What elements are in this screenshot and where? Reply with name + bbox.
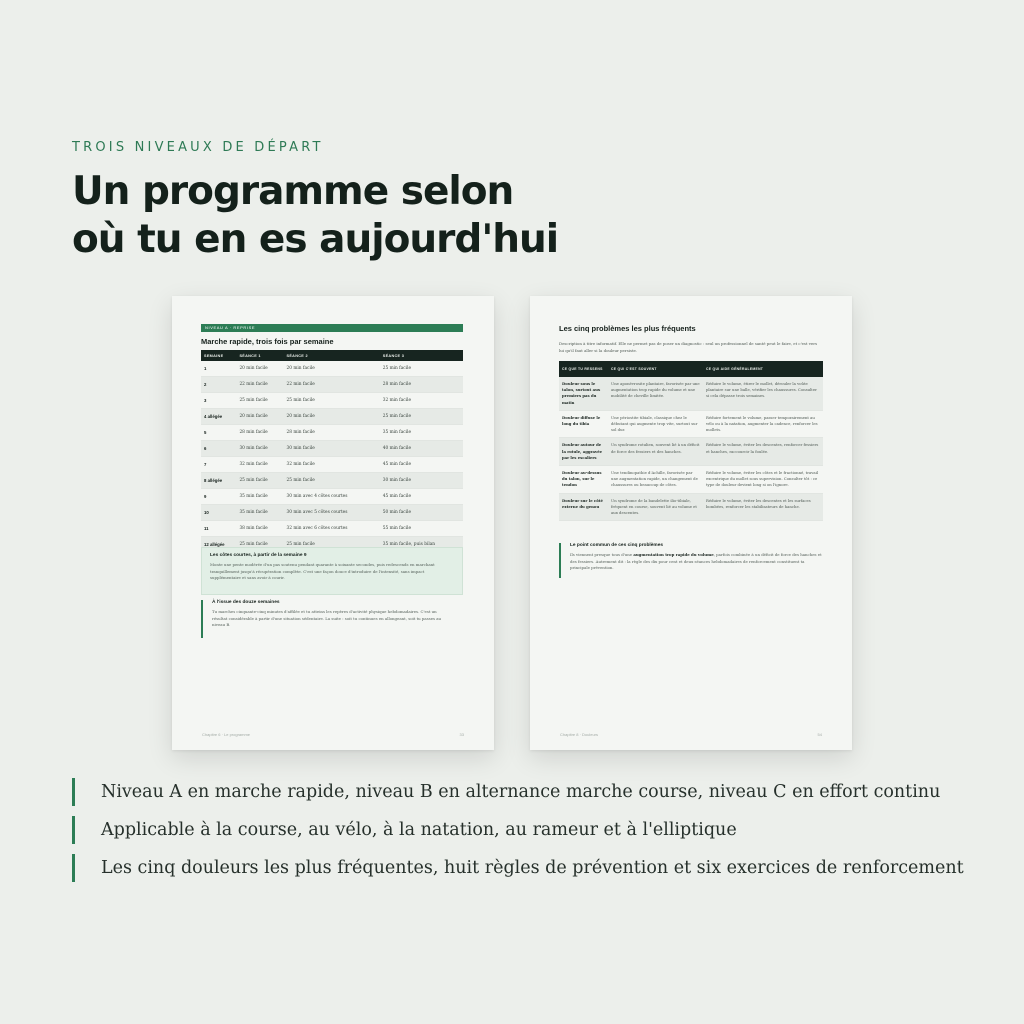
table-row — [559, 410, 823, 438]
note-body — [570, 552, 822, 572]
session-cell: 32 min facile — [380, 393, 463, 409]
page-intro: Description à titre informatif. Elle ne permet pas de poser un diagnostic : seul un professionnel de santé peut le faire, et c'est vers lui qu'il faut aller si la douleur persiste. — [559, 341, 818, 353]
session-cell: 30 min avec 5 côtes courtes — [283, 505, 379, 521]
table-row — [559, 493, 823, 521]
cause-cell: Une tendinopathie d'Achille, favorisée par une augmentation rapide, un changement de chaussures ou beaucoup de côtes. — [608, 466, 703, 494]
session-cell: 20 min facile — [236, 409, 283, 425]
preview-page-title: Les cinq problèmes les plus fréquents — [559, 324, 696, 333]
schedule-table — [201, 350, 463, 553]
page-footer — [202, 732, 464, 737]
session-cell: 25 min facile — [236, 473, 283, 489]
session-cell: 28 min facile — [283, 425, 379, 441]
session-cell: 38 min facile — [236, 521, 283, 537]
callout-title: Les côtes courtes, à partir de la semaine 9 — [210, 553, 307, 558]
page-title-line-1: Un programme selon — [72, 169, 514, 214]
session-cell: 32 min facile — [236, 457, 283, 473]
session-cell: 35 min facile — [380, 425, 463, 441]
session-cell: 30 min facile — [380, 473, 463, 489]
week-cell: 9 — [201, 489, 236, 505]
end-note — [201, 600, 452, 638]
remedy-cell: Réduire le volume, éviter les côtes et le fractionné, travail excentrique du mollet sous supervision. Consulter tôt : ce type de douleur devient long si on l'ignore. — [703, 466, 823, 494]
session-cell: 30 min avec 4 côtes courtes — [283, 489, 379, 505]
session-cell: 32 min avec 6 côtes courtes — [283, 521, 379, 537]
session-cell: 20 min facile — [283, 361, 379, 377]
week-cell: 6 — [201, 441, 236, 457]
end-note-body: Tu marches cinquante-cinq minutes d'affilée et tu atteins les repères d'activité physique hebdomadaires. C'est un résultat considérable à partir d'une situation sédentaire. La suite : soit tu continues en allongeant, soit tu passes au niveau B. — [212, 609, 442, 627]
column-header: SÉANCE 1 — [236, 350, 283, 361]
table-row — [559, 438, 823, 466]
note-body-emphasis: augmentation trop rapide du volume — [633, 552, 714, 557]
session-cell: 20 min facile — [236, 361, 283, 377]
callout-body: Monte une pente modérée d'un pas soutenu pendant quarante à soixante secondes, puis redescends en marchant tranquillement jusqu'à récupération complète. C'est une façon douce d'introduire de l'intensité, sans impact supplémentaire et sans avoir à courir. — [210, 562, 435, 580]
week-cell: 11 — [201, 521, 236, 537]
session-cell: 50 min facile — [380, 505, 463, 521]
column-header: SEMAINE — [201, 350, 236, 361]
table-row — [201, 409, 463, 425]
note-body-start: Ils viennent presque tous d'une — [570, 552, 634, 557]
column-header: CE QUI C'EST SOUVENT — [608, 361, 703, 377]
page-title — [72, 168, 672, 264]
remedy-cell: Réduire le volume, étirer le mollet, dérouler la voûte plantaire sur une balle, vérifier les chaussures. Consulter si cela dépasse trois semaines. — [703, 377, 823, 410]
session-cell: 25 min facile — [380, 361, 463, 377]
session-cell: 25 min facile — [236, 393, 283, 409]
session-cell: 25 min facile — [283, 473, 379, 489]
end-note-title: À l'issue des douze semaines — [212, 600, 280, 605]
symptom-cell: Douleur diffuse le long du tibia — [559, 410, 608, 438]
column-header: SÉANCE 3 — [380, 350, 463, 361]
session-cell: 30 min facile — [236, 441, 283, 457]
feature-item: Les cinq douleurs les plus fréquentes, huit règles de prévention et six exercices de renforcement — [72, 854, 972, 882]
session-cell: 25 min facile — [236, 537, 283, 553]
remedy-cell: Réduire fortement le volume, passer temporairement au vélo ou à la natation, augmenter la cadence, renforcer les mollets. — [703, 410, 823, 438]
cause-cell: Une aponévrosite plantaire, favorisée par une augmentation trop rapide du volume et une mobilité de cheville limitée. — [608, 377, 703, 410]
session-cell: 35 min facile — [236, 489, 283, 505]
feature-item: Applicable à la course, au vélo, à la natation, au rameur et à l'elliptique — [72, 816, 972, 844]
symptom-cell: Douleur autour de la rotule, aggravée par les escaliers — [559, 438, 608, 466]
section-eyebrow: TROIS NIVEAUX DE DÉPART — [72, 140, 324, 155]
table-row — [201, 505, 463, 521]
session-cell: 55 min facile — [380, 521, 463, 537]
week-cell: 12 allégée — [201, 537, 236, 553]
table-row — [559, 377, 823, 410]
week-cell: 3 — [201, 393, 236, 409]
table-row — [201, 457, 463, 473]
table-row — [201, 425, 463, 441]
preview-page-title: Marche rapide, trois fois par semaine — [201, 337, 334, 346]
column-header: CE QUI AIDE GÉNÉRALEMENT — [703, 361, 823, 377]
session-cell: 35 min facile, puis bilan — [380, 537, 463, 553]
session-cell: 22 min facile — [236, 377, 283, 393]
remedy-cell: Réduire le volume, éviter les descentes et les surfaces bombées, renforcer les stabilisateurs de hanche. — [703, 493, 823, 521]
column-header: CE QUE TU RESSENS — [559, 361, 608, 377]
common-point-note — [559, 543, 822, 578]
session-cell: 40 min facile — [380, 441, 463, 457]
level-band: NIVEAU A · REPRISE — [201, 324, 463, 332]
week-cell: 5 — [201, 425, 236, 441]
cause-cell: Un syndrome de la bandelette ilio-tibiale, fréquent en course, souvent lié au volume et aux descentes. — [608, 493, 703, 521]
session-cell: 35 min facile — [236, 505, 283, 521]
week-cell: 4 allégée — [201, 409, 236, 425]
session-cell: 25 min facile — [380, 409, 463, 425]
session-cell: 22 min facile — [283, 377, 379, 393]
session-cell: 45 min facile — [380, 489, 463, 505]
table-row — [201, 393, 463, 409]
cause-cell: Une périostite tibiale, classique chez le débutant qui augmente trop vite, surtout sur sol dur. — [608, 410, 703, 438]
footer-chapter: Chapitre 6 · Le programme — [202, 732, 251, 737]
session-cell: 32 min facile — [283, 457, 379, 473]
footer-chapter: Chapitre 8 · Douleurs — [560, 732, 599, 737]
note-body-end: , parfois combinée à un déficit de force des hanches et des fessiers. Autrement dit : la règle des dix pour cent et deux séances hebdomadaires de renforcement constituent ta principale prévention. — [570, 552, 822, 570]
table-row — [201, 441, 463, 457]
week-cell: 2 — [201, 377, 236, 393]
table-row — [201, 489, 463, 505]
week-cell: 8 allégée — [201, 473, 236, 489]
column-header: SÉANCE 2 — [283, 350, 379, 361]
session-cell: 20 min facile — [283, 409, 379, 425]
feature-item: Niveau A en marche rapide, niveau B en alternance marche course, niveau C en effort continu — [72, 778, 972, 806]
page-title-line-2: où tu en es aujourd'hui — [72, 217, 559, 262]
cause-cell: Un syndrome rotulien, souvent lié à un déficit de force des fessiers et des hanches. — [608, 438, 703, 466]
feature-list — [72, 778, 972, 892]
table-row — [201, 377, 463, 393]
symptom-cell: Douleur au-dessus du talon, sur le tendon — [559, 466, 608, 494]
hill-callout — [201, 547, 463, 595]
note-title: Le point commun de ces cinq problèmes — [570, 543, 664, 548]
week-cell: 1 — [201, 361, 236, 377]
session-cell: 30 min facile — [283, 441, 379, 457]
week-cell: 7 — [201, 457, 236, 473]
preview-page-niveau-a — [172, 296, 494, 750]
remedy-cell: Réduire le volume, éviter les descentes, renforcer fessiers et hanches, raccourcir la foulée. — [703, 438, 823, 466]
page-footer — [560, 732, 822, 737]
preview-page-douleurs — [530, 296, 852, 750]
symptom-cell: Douleur sous le talon, surtout aux premiers pas du matin — [559, 377, 608, 410]
table-row — [559, 466, 823, 494]
session-cell: 45 min facile — [380, 457, 463, 473]
table-row — [201, 521, 463, 537]
problems-table — [559, 361, 823, 521]
symptom-cell: Douleur sur le côté externe du genou — [559, 493, 608, 521]
session-cell: 28 min facile — [380, 377, 463, 393]
table-row — [201, 361, 463, 377]
footer-page-number: 54 — [817, 732, 822, 737]
footer-page-number: 33 — [459, 732, 464, 737]
week-cell: 10 — [201, 505, 236, 521]
session-cell: 25 min facile — [283, 393, 379, 409]
table-row — [201, 473, 463, 489]
session-cell: 25 min facile — [283, 537, 379, 553]
session-cell: 28 min facile — [236, 425, 283, 441]
